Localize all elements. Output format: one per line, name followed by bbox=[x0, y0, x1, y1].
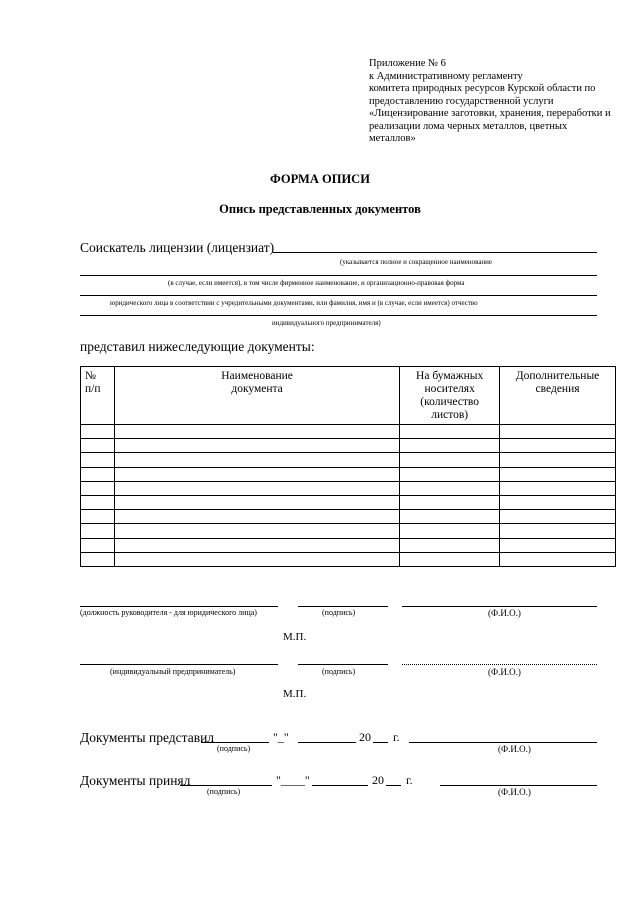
table-row bbox=[81, 439, 616, 453]
table-cell[interactable] bbox=[81, 425, 115, 439]
fio-caption: (Ф.И.О.) bbox=[488, 667, 521, 677]
accepted-year: 20 bbox=[372, 773, 384, 787]
seal-label: М.П. bbox=[283, 688, 307, 700]
table-cell[interactable] bbox=[500, 495, 616, 509]
signature-caption: (подпись) bbox=[322, 608, 356, 617]
signature-line[interactable] bbox=[298, 664, 388, 665]
table-row bbox=[81, 538, 616, 552]
fio-line[interactable] bbox=[402, 606, 597, 607]
table-row bbox=[81, 510, 616, 524]
table-cell[interactable] bbox=[400, 524, 500, 538]
accepted-year-suffix: г. bbox=[406, 773, 413, 787]
table-cell[interactable] bbox=[500, 439, 616, 453]
submitted-signature-line[interactable] bbox=[201, 742, 269, 743]
table-row bbox=[81, 552, 616, 566]
header-text: Дополнительные bbox=[515, 370, 600, 382]
appendix-line: «Лицензирование заготовки, хранения, переработки и bbox=[369, 108, 611, 119]
submitted-month-line[interactable] bbox=[298, 742, 356, 743]
table-cell[interactable] bbox=[500, 425, 616, 439]
table-cell[interactable] bbox=[400, 510, 500, 524]
signature-caption: (подпись) bbox=[207, 787, 241, 796]
header-text: документа bbox=[231, 383, 283, 395]
table-cell[interactable] bbox=[500, 481, 616, 495]
appendix-note bbox=[369, 58, 639, 146]
form-subtitle: Опись представленных документов bbox=[219, 202, 421, 216]
table-cell[interactable] bbox=[500, 510, 616, 524]
table-row bbox=[81, 467, 616, 481]
table-cell[interactable] bbox=[400, 425, 500, 439]
submitted-year-suffix: г. bbox=[393, 730, 400, 744]
fio-caption: (Ф.И.О.) bbox=[488, 608, 521, 618]
appendix-line: к Административному регламенту bbox=[369, 70, 523, 82]
table-cell[interactable] bbox=[114, 552, 399, 566]
table-cell[interactable] bbox=[114, 467, 399, 481]
header-text: носителях bbox=[424, 383, 475, 395]
table-cell[interactable] bbox=[400, 552, 500, 566]
submitted-fio-line[interactable] bbox=[409, 742, 597, 743]
table-cell[interactable] bbox=[500, 467, 616, 481]
appendix-line: металлов» bbox=[369, 133, 416, 144]
header-text: п/п bbox=[85, 383, 101, 395]
ip-caption: (индивидуальный предприниматель) bbox=[110, 667, 236, 676]
header-additional-info bbox=[500, 367, 616, 425]
table-cell[interactable] bbox=[400, 453, 500, 467]
table-row bbox=[81, 425, 616, 439]
presented-text: представил нижеследующие документы: bbox=[80, 339, 315, 354]
header-text: На бумажных bbox=[416, 370, 484, 382]
table-cell[interactable] bbox=[114, 510, 399, 524]
accepted-month-line[interactable] bbox=[312, 785, 368, 786]
submitted-year: 20 bbox=[359, 730, 371, 744]
position-caption: (должность руководителя - для юридического лица) bbox=[80, 608, 257, 617]
header-text: Наименование bbox=[221, 370, 293, 382]
table-cell[interactable] bbox=[400, 538, 500, 552]
table-cell[interactable] bbox=[114, 524, 399, 538]
applicant-hint: (указывается полное и сокращенное наименование bbox=[340, 258, 493, 266]
fio-line[interactable] bbox=[402, 664, 597, 665]
table-cell[interactable] bbox=[114, 495, 399, 509]
header-number bbox=[81, 367, 115, 425]
table-cell[interactable] bbox=[114, 439, 399, 453]
form-title: ФОРМА ОПИСИ bbox=[270, 172, 370, 186]
table-row bbox=[81, 453, 616, 467]
header-text: (количество bbox=[420, 396, 480, 408]
appendix-line: комитета природных ресурсов Курской области по bbox=[369, 83, 596, 94]
table-cell[interactable] bbox=[500, 453, 616, 467]
accepted-fio-line[interactable] bbox=[440, 785, 597, 786]
table-cell[interactable] bbox=[500, 524, 616, 538]
submitted-year-line[interactable] bbox=[373, 742, 388, 743]
table-cell[interactable] bbox=[114, 425, 399, 439]
signature-caption: (подпись) bbox=[322, 667, 356, 676]
accepted-day: "____" bbox=[276, 773, 310, 787]
header-paper-sheets bbox=[400, 367, 500, 425]
applicant-hint: индивидуального предпринимателя) bbox=[272, 319, 381, 327]
accepted-label: Документы принял bbox=[80, 773, 191, 788]
documents-table bbox=[80, 366, 616, 567]
table-cell[interactable] bbox=[81, 552, 115, 566]
accepted-signature-line[interactable] bbox=[180, 785, 272, 786]
header-text: листов) bbox=[431, 409, 469, 421]
applicant-name-line[interactable] bbox=[273, 252, 597, 253]
table-cell[interactable] bbox=[81, 467, 115, 481]
appendix-line: предоставлению государственной услуги bbox=[369, 95, 554, 107]
applicant-name-line[interactable] bbox=[80, 295, 597, 296]
table-cell[interactable] bbox=[81, 538, 115, 552]
header-text: сведения bbox=[535, 383, 580, 395]
submitted-label: Документы представил bbox=[80, 730, 215, 745]
table-row bbox=[81, 495, 616, 509]
appendix-line: реализации лома черных металлов, цветных bbox=[369, 120, 568, 132]
table-cell[interactable] bbox=[400, 467, 500, 481]
table-cell[interactable] bbox=[114, 453, 399, 467]
header-text: № bbox=[85, 370, 96, 382]
table-cell[interactable] bbox=[81, 495, 115, 509]
position-line[interactable] bbox=[80, 606, 278, 607]
table-row bbox=[81, 524, 616, 538]
table-cell[interactable] bbox=[81, 453, 115, 467]
applicant-name-line[interactable] bbox=[80, 315, 597, 316]
fio-caption: (Ф.И.О.) bbox=[498, 744, 531, 754]
applicant-hint: юридического лица в соответствии с учредительными документами, или фамилия, имя и (в случае, если имеется) отчество bbox=[110, 299, 478, 307]
applicant-name-line[interactable] bbox=[80, 275, 597, 276]
signature-caption: (подпись) bbox=[217, 744, 251, 753]
applicant-label: Соискатель лицензии (лицензиат) bbox=[80, 240, 275, 255]
table-cell[interactable] bbox=[500, 552, 616, 566]
fio-caption: (Ф.И.О.) bbox=[498, 787, 531, 797]
table-cell[interactable] bbox=[400, 439, 500, 453]
table-header-row bbox=[81, 367, 616, 425]
appendix-line: Приложение № 6 bbox=[369, 58, 446, 69]
table-cell[interactable] bbox=[81, 524, 115, 538]
table-cell[interactable] bbox=[400, 481, 500, 495]
accepted-year-line[interactable] bbox=[386, 785, 401, 786]
table-cell[interactable] bbox=[81, 481, 115, 495]
table-cell[interactable] bbox=[500, 538, 616, 552]
signature-line[interactable] bbox=[298, 606, 388, 607]
table-cell[interactable] bbox=[114, 538, 399, 552]
table-cell[interactable] bbox=[114, 481, 399, 495]
header-document-name bbox=[114, 367, 399, 425]
seal-label: М.П. bbox=[283, 631, 307, 643]
table-cell[interactable] bbox=[81, 510, 115, 524]
table-cell[interactable] bbox=[81, 439, 115, 453]
table-row bbox=[81, 481, 616, 495]
applicant-hint: (в случае, если имеется), в том числе фирменное наименование, и организационно-правовая форма bbox=[168, 279, 465, 287]
table-cell[interactable] bbox=[400, 495, 500, 509]
submitted-day: "_" bbox=[273, 730, 289, 744]
ip-line[interactable] bbox=[80, 664, 278, 665]
